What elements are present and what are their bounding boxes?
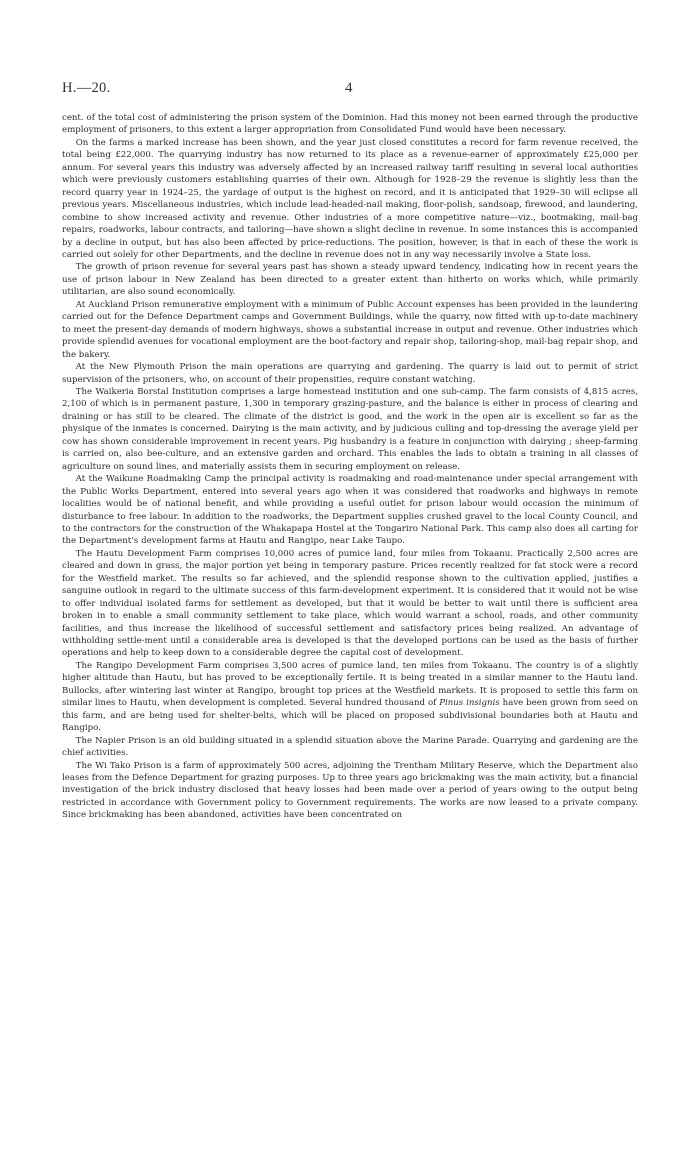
paragraph-waikeria-borstal: The Waikeria Borstal Institution comprises a large homestead institution and one sub-camp. The farm consists of 4,815 acres, 2,100 of which is in permanent pasture, 1,300 in temporary grazing-pasture, and the balance is either in process of clearing and draining or has still to be cleared. The climate of the district is good, and the work in the open air is excellent so far as the physique of the inmates is concerned. Dairying is the main activity, and by judicious culling and top-dressing the average yield per cow has shown considerable improvement in recent years. Pig husbandry is a feature in conjunction with dairying ; sheep-farming is carried on, also bee-culture, and an extensive garden and orchard. This enables the lads to obtain a training in all classes of agriculture on sound lines, and materially assists them in securing employment on release. — [62, 386, 638, 472]
paragraph-hautu-farm: The Hautu Development Farm comprises 10,000 acres of pumice land, four miles from Tokaanu. Practically 2,500 acres are cleared and down in grass, the major portion yet being in temporary pasture. Prices recently realized for fat stock were a record for the Westfield market. The results so far achieved, and the splendid response shown to the cultivation applied, justifies a sanguine outlook in regard to the ultimate success of this farm-development experiment. It is considered that it would not be wise to offer individual isolated farms for settlement as developed, but that it would be better to wait until there is sufficient area broken in to enable a small community settlement to take place, which would warrant a school, roads, and other community facilities, and thus increase the likelihood of successful settlement and satisfactory prices being realized. An advantage of withholding settle-ment until a considerable area is developed is that the developed portions can be used as the basis of further operations and help to keep down to a considerable degree the capital cost of development. — [62, 548, 638, 659]
paragraph-revenue-growth: The growth of prison revenue for several years past has shown a steady upward tendency, indicating how in recent years the use of prison labour in New Zealand has been directed to a greater extent than hitherto on works which, while primarily utilitarian, are also sound economically. — [62, 262, 638, 298]
paragraph-farms-quarrying: On the farms a marked increase has been shown, and the year just closed constitutes a record for farm revenue received, the total being £22,000. The quarrying industry has now returned to its place as a revenue-earner of approximately £25,000 per annum. For several years this industry was adversely affected by an increased railway tariff resulting in several local authorities which were previously customers establishing quarries of their own. Although for 1928–29 the revenue is slightly less than the record quarry year in 1924–25, the yardage of output is the highest on record, and it is anticipated that 1929–30 will eclipse all previous years. Miscellaneous industries, which include lead-headed-nail making, floor-polish, sandsoap, firewood, and laundering, combine to show increased activity and revenue. Other industries of a more competitive nature—viz., bootmaking, mail-bag repairs, roadworks, labour contracts, and tailoring—have shown a slight decline in revenue. In some instances this is accompanied by a decline in output, but has also been affected by price-reductions. The position, however, is that in each of these the work is carried out solely for other Departments, and the decline in revenue does not in any way necessarily involve a State loss. — [62, 137, 638, 260]
paragraph-napier-prison: The Napier Prison is an old building situated in a splendid situation above the Marine Parade. Quarrying and gardening are the chief activities. — [62, 735, 638, 759]
page-header — [62, 80, 642, 104]
page-number: 4 — [345, 80, 353, 96]
paragraph-auckland-prison: At Auckland Prison remunerative employment with a minimum of Public Account expenses has been provided in the laundering carried out for the Defence Department camps and Government Buildings, while the quarry, now fitted with up-to-date machinery to meet the present-day demands of modern highways, shows a substantial increase in output and revenue. Other industries which provide splendid avenues for vocational employment are the boot-factory and repair shop, tailoring-shop, mail-bag repair shop, and the bakery. — [62, 299, 638, 360]
rangipo-text-tail: have been grown from seed on this farm, and are being used for shelter-belts, which will be placed on proposed subdivisional boundaries both at Hautu and Rangipo. — [62, 698, 639, 734]
paragraph-waikune-camp: At the Waikune Roadmaking Camp the principal activity is roadmaking and road-maintenance under special arrangement with the Public Works Department, entered into several years ago when it was considered that roadworks and highways in remote localities would be of national benefit, and while providing a useful outlet for prison labour would occasion the minimum of disturbance to free labour. In addition to the roadworks, the Department supplies crushed gravel to the local County Council, and to the contractors for the construction of the Whakapapa Hostel at the Tongariro National Park. This camp also does all carting for the Department’s development farms at Hautu and Rangipo, near Lake Taupo. — [62, 474, 638, 547]
paragraph-new-plymouth: At the New Plymouth Prison the main operations are quarrying and gardening. The quarry is laid out to permit of strict supervision of the prisoners, who, on account of their propensities, require constant watching. — [62, 362, 638, 385]
body-text — [62, 112, 638, 822]
paragraph-wi-tako-prison: The Wi Tako Prison is a farm of approximately 500 acres, adjoining the Trentham Military Reserve, which the Department also leases from the Defence Department for grazing purposes. Up to three years ago brickmaking was the main activity, but a financial investigation of the brick industry disclosed that heavy losses had been made over a period of years owing to the output being restricted in accordance with Government policy to Government requirements. The works are now leased to a private company. Since brickmaking has been abandoned, activities have been concentrated on — [62, 760, 638, 821]
paragraph-prison-cost: cent. of the total cost of administering the prison system of the Dominion. Had this money not been earned through the productive employment of prisoners, to this extent a larger appropriation from Consolidated Fund would have been necessary. — [62, 113, 638, 136]
document-code: H.—20. — [62, 80, 111, 96]
rangipo-text: The Rangipo Development Farm comprises 3,500 acres of pumice land, ten miles from Tokaanu. The country is of a slightly higher altitude than Hautu, but has proved to be exceptionally fertile. It is being treated in a similar manner to the Hautu land. Bullocks, after wintering last winter at Rangipo, brought top prices at the Westfield markets. It is proposed to settle this farm on similar lines to Hautu, when development is completed. Several hundred thousand of — [62, 660, 638, 709]
pinus-insignis-term: Pinus insignis — [439, 698, 500, 709]
paragraph-rangipo-farm — [62, 660, 638, 735]
